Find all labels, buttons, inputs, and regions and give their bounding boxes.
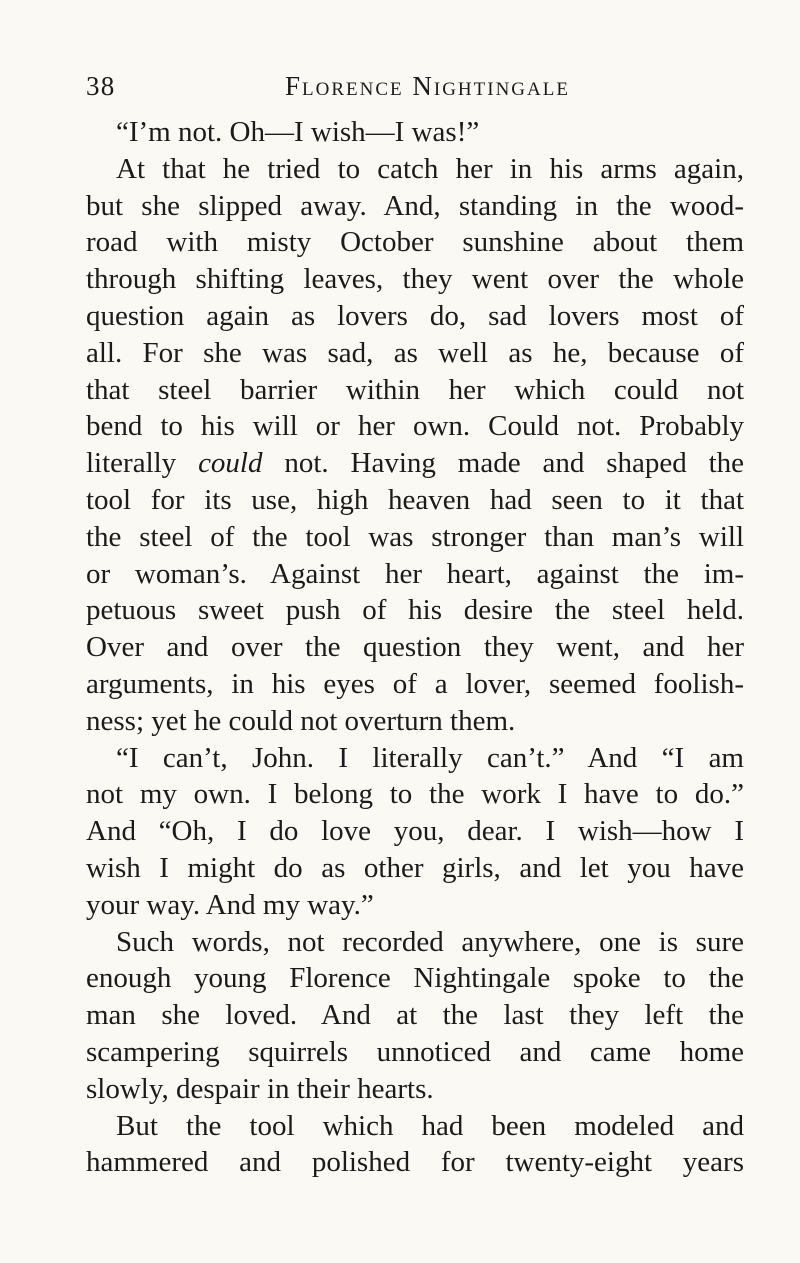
body-text [86,114,744,1181]
text-line: tool for its use, high heaven had seen to it that [86,483,744,516]
text-line: through shifting leaves, they went over the whole [86,263,744,296]
text-line [86,445,744,482]
text-line: not my own. I belong to the work I have to do.” [86,778,744,811]
text-line: petuous sweet push of his desire the steel held. [86,594,744,627]
text-line: question again as lovers do, sad lovers most of [86,299,744,332]
text-line: Such words, not recorded anywhere, one is sure [116,925,744,958]
italic-word: could [198,447,263,480]
text-segment: not. Having made and shaped the [284,447,744,480]
text-line: enough young Florence Nightingale spoke to the [86,962,744,995]
text-line: And “Oh, I do love you, dear. I wish—how I [86,815,744,848]
text-line: or woman’s. Against her heart, against the im- [86,557,744,590]
text-line: But the tool which had been modeled and [116,1109,744,1142]
text-line: man she loved. And at the last they left the [86,999,744,1032]
text-line: all. For she was sad, as well as he, because of [86,336,744,369]
text-line: arguments, in his eyes of a lover, seemed foolish- [86,667,744,700]
text-line: bend to his will or her own. Could not. Probably [86,410,744,443]
text-line: “I can’t, John. I literally can’t.” And “I am [116,741,744,774]
text-line: your way. And my way.” [86,888,374,921]
text-line: scampering squirrels unnoticed and came home [86,1035,744,1068]
text-line: wish I might do as other girls, and let you have [86,851,744,884]
text-line: that steel barrier within her which could not [86,373,744,406]
text-line: At that he tried to catch her in his arms again, [116,152,744,185]
text-line: but she slipped away. And, standing in the wood- [86,189,744,222]
text-line: ness; yet he could not overturn them. [86,704,516,737]
text-line: “I’m not. Oh—I wish—I was!” [116,116,480,148]
page-header [86,66,744,106]
text-line: hammered and polished for twenty-eight years [86,1146,744,1179]
running-title: Florence Nightingale [285,71,570,101]
text-line: road with misty October sunshine about them [86,226,744,259]
text-line: Over and over the question they went, and her [86,631,744,664]
text-line: slowly, despair in their hearts. [86,1072,434,1105]
text-segment: literally [86,447,177,480]
page-number: 38 [86,71,116,101]
text-line: the steel of the tool was stronger than man’s will [86,520,744,553]
